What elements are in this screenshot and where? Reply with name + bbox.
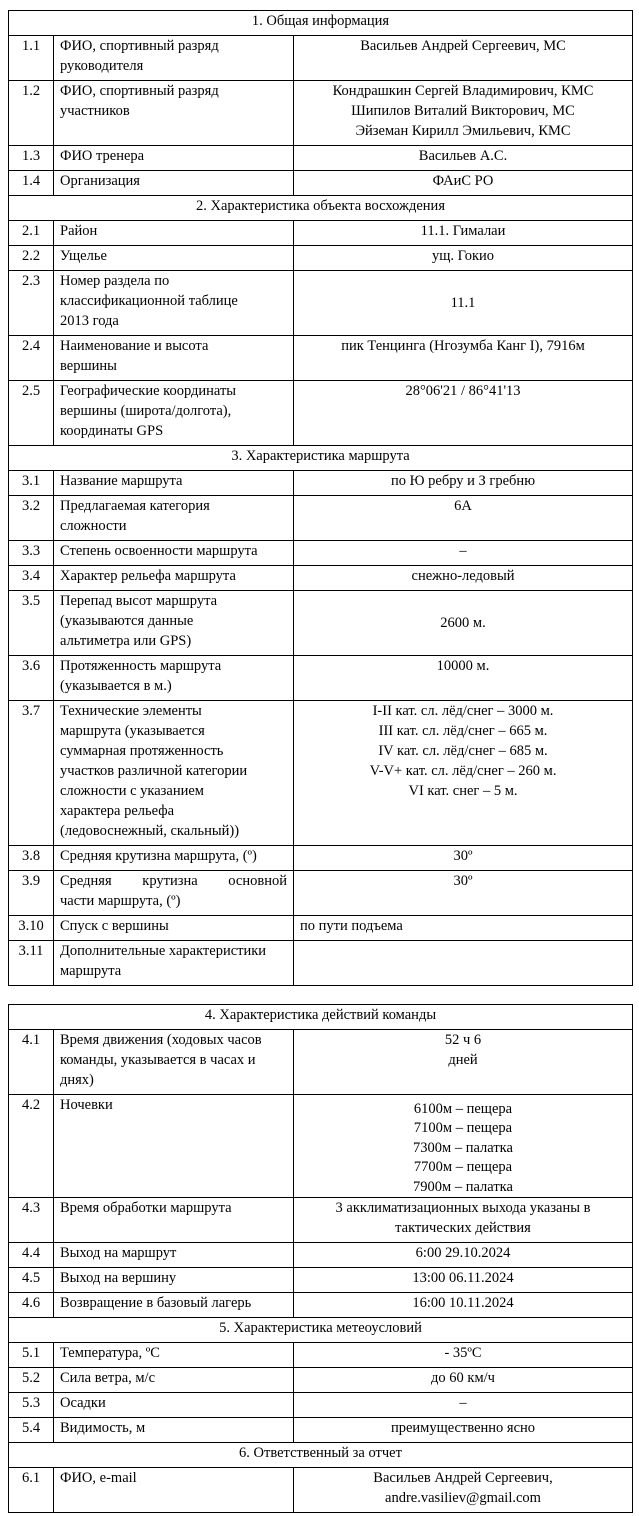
row-number: 5.4: [9, 1418, 54, 1443]
row-label: Средняя крутизна маршрута, (º): [54, 846, 294, 871]
row-label: Номер раздела по классификационной таблице 2013 года: [54, 271, 294, 336]
row-value: 3 акклиматизационных выхода указаны в тактических действия: [294, 1198, 633, 1243]
row-number: 4.3: [9, 1198, 54, 1243]
table-row: [9, 471, 633, 496]
row-number: 6.1: [9, 1468, 54, 1513]
row-value: ущ. Гокио: [294, 246, 633, 271]
row-label: Предлагаемая категория сложности: [54, 496, 294, 541]
row-value: Кондрашкин Сергей Владимирович, КМС Шипилов Виталий Викторович, МС Эйземан Кирилл Эмильевич, КМС: [294, 81, 633, 146]
row-label: Выход на маршрут: [54, 1243, 294, 1268]
row-number: 1.2: [9, 81, 54, 146]
section-row: [9, 446, 633, 471]
section-title: 3. Характеристика маршрута: [9, 446, 633, 471]
row-number: 3.5: [9, 591, 54, 656]
row-label: Технические элементы маршрута (указывается суммарная протяженность участков различной категории сложности с указанием характера рельефа (ледовоснежный, скальный)): [54, 701, 294, 846]
row-value: 16:00 10.11.2024: [294, 1293, 633, 1318]
table-row: [9, 246, 633, 271]
section-title: 1. Общая информация: [9, 11, 633, 36]
row-number: 4.4: [9, 1243, 54, 1268]
table-row: [9, 1293, 633, 1318]
table-row: [9, 81, 633, 146]
row-value: 2600 м.: [294, 591, 633, 656]
table-row: [9, 496, 633, 541]
row-label: Организация: [54, 171, 294, 196]
row-value: Васильев Андрей Сергеевич, andre.vasiliev@gmail.com: [294, 1468, 633, 1513]
row-label: Степень освоенности маршрута: [54, 541, 294, 566]
row-label: Средняя крутизна основной части маршрута, (º): [54, 871, 294, 916]
row-number: 2.5: [9, 381, 54, 446]
row-value: [294, 941, 633, 986]
row-value: –: [294, 541, 633, 566]
row-value: до 60 км/ч: [294, 1368, 633, 1393]
row-number: 1.1: [9, 36, 54, 81]
section-title: 5. Характеристика метеоусловий: [9, 1318, 633, 1343]
table-row: [9, 36, 633, 81]
row-value: Васильев Андрей Сергеевич, МС: [294, 36, 633, 81]
table-row: [9, 1198, 633, 1243]
row-value: 28°06'21 / 86°41'13: [294, 381, 633, 446]
row-number: 3.6: [9, 656, 54, 701]
table-row: [9, 171, 633, 196]
section-title: 4. Характеристика действий команды: [9, 1005, 633, 1030]
row-label: Дополнительные характеристики маршрута: [54, 941, 294, 986]
row-label: ФИО, спортивный разряд руководителя: [54, 36, 294, 81]
table-row: [9, 566, 633, 591]
row-label: Осадки: [54, 1393, 294, 1418]
row-label: ФИО тренера: [54, 146, 294, 171]
section-row: [9, 1318, 633, 1343]
row-number: 4.1: [9, 1030, 54, 1095]
row-label: Протяженность маршрута (указывается в м.): [54, 656, 294, 701]
row-number: 2.4: [9, 336, 54, 381]
table-row: [9, 221, 633, 246]
row-label: Характер рельефа маршрута: [54, 566, 294, 591]
row-number: 4.6: [9, 1293, 54, 1318]
table-row: [9, 1095, 633, 1198]
row-value: 13:00 06.11.2024: [294, 1268, 633, 1293]
row-label: Перепад высот маршрута (указываются данные альтиметра или GPS): [54, 591, 294, 656]
table-row: [9, 1418, 633, 1443]
table-row: [9, 591, 633, 656]
row-number: 5.1: [9, 1343, 54, 1368]
table-row: [9, 336, 633, 381]
row-label: Географические координаты вершины (широта/долгота), координаты GPS: [54, 381, 294, 446]
table-row: [9, 146, 633, 171]
row-label: Видимость, м: [54, 1418, 294, 1443]
row-label: ФИО, спортивный разряд участников: [54, 81, 294, 146]
row-number: 5.2: [9, 1368, 54, 1393]
section-title: 6. Ответственный за отчет: [9, 1443, 633, 1468]
table-row: [9, 541, 633, 566]
row-value: 6:00 29.10.2024: [294, 1243, 633, 1268]
row-value: снежно-ледовый: [294, 566, 633, 591]
row-label: Наименование и высота вершины: [54, 336, 294, 381]
row-label: Спуск с вершины: [54, 916, 294, 941]
row-label: Температура, ºС: [54, 1343, 294, 1368]
row-value: - 35ºС: [294, 1343, 633, 1368]
row-number: 1.4: [9, 171, 54, 196]
row-number: 1.3: [9, 146, 54, 171]
row-value: пик Тенцинга (Нгозумба Канг I), 7916м: [294, 336, 633, 381]
table-row: [9, 381, 633, 446]
row-label: Время обработки маршрута: [54, 1198, 294, 1243]
row-label: Район: [54, 221, 294, 246]
table-row: [9, 916, 633, 941]
row-number: 2.3: [9, 271, 54, 336]
table-row: [9, 941, 633, 986]
row-label: Сила ветра, м/с: [54, 1368, 294, 1393]
section-row: [9, 1005, 633, 1030]
row-value: по Ю ребру и З гребню: [294, 471, 633, 496]
row-number: 5.3: [9, 1393, 54, 1418]
row-value: 6100м – пещера 7100м – пещера 7300м – палатка 7700м – пещера 7900м – палатка: [294, 1095, 633, 1198]
row-label: ФИО, e-mail: [54, 1468, 294, 1513]
row-number: 2.1: [9, 221, 54, 246]
row-number: 3.11: [9, 941, 54, 986]
row-number: 3.1: [9, 471, 54, 496]
row-number: 3.8: [9, 846, 54, 871]
row-number: 4.2: [9, 1095, 54, 1198]
table-row: [9, 271, 633, 336]
row-number: 3.7: [9, 701, 54, 846]
table-row: [9, 1368, 633, 1393]
row-value: ФАиС РО: [294, 171, 633, 196]
section-row: [9, 196, 633, 221]
row-value: по пути подъема: [294, 916, 633, 941]
row-number: 3.10: [9, 916, 54, 941]
row-value: преимущественно ясно: [294, 1418, 633, 1443]
row-value: 52 ч 6 дней: [294, 1030, 633, 1095]
section-title: 2. Характеристика объекта восхождения: [9, 196, 633, 221]
table-row: [9, 1343, 633, 1368]
row-number: 2.2: [9, 246, 54, 271]
row-value: 11.1. Гималаи: [294, 221, 633, 246]
table-row: [9, 701, 633, 846]
report-table-team: [8, 1004, 633, 1513]
row-label: Ночевки: [54, 1095, 294, 1198]
row-number: 3.3: [9, 541, 54, 566]
row-value: I-II кат. сл. лёд/снег – 3000 м. III кат. сл. лёд/снег – 665 м. IV кат. сл. лёд/снег – 685 м. V-V+ кат. сл. лёд/снег – 260 м. VI кат. снег – 5 м.: [294, 701, 633, 846]
row-number: 3.2: [9, 496, 54, 541]
row-value: 10000 м.: [294, 656, 633, 701]
table-row: [9, 1268, 633, 1293]
table-row: [9, 1030, 633, 1095]
table-row: [9, 1243, 633, 1268]
report-table-general: [8, 10, 633, 986]
row-number: 3.4: [9, 566, 54, 591]
table-row: [9, 846, 633, 871]
table-row: [9, 1393, 633, 1418]
row-label: Время движения (ходовых часов команды, указывается в часах и днях): [54, 1030, 294, 1095]
row-number: 3.9: [9, 871, 54, 916]
table-row: [9, 871, 633, 916]
row-value: Васильев А.С.: [294, 146, 633, 171]
section-row: [9, 11, 633, 36]
row-label: Выход на вершину: [54, 1268, 294, 1293]
row-label: Название маршрута: [54, 471, 294, 496]
row-value: –: [294, 1393, 633, 1418]
table-row: [9, 656, 633, 701]
row-value: 11.1: [294, 271, 633, 336]
row-value: 6А: [294, 496, 633, 541]
row-number: 4.5: [9, 1268, 54, 1293]
table-row: [9, 1468, 633, 1513]
row-value: 30º: [294, 846, 633, 871]
row-label: Ущелье: [54, 246, 294, 271]
row-label: Возвращение в базовый лагерь: [54, 1293, 294, 1318]
row-value: 30º: [294, 871, 633, 916]
section-row: [9, 1443, 633, 1468]
